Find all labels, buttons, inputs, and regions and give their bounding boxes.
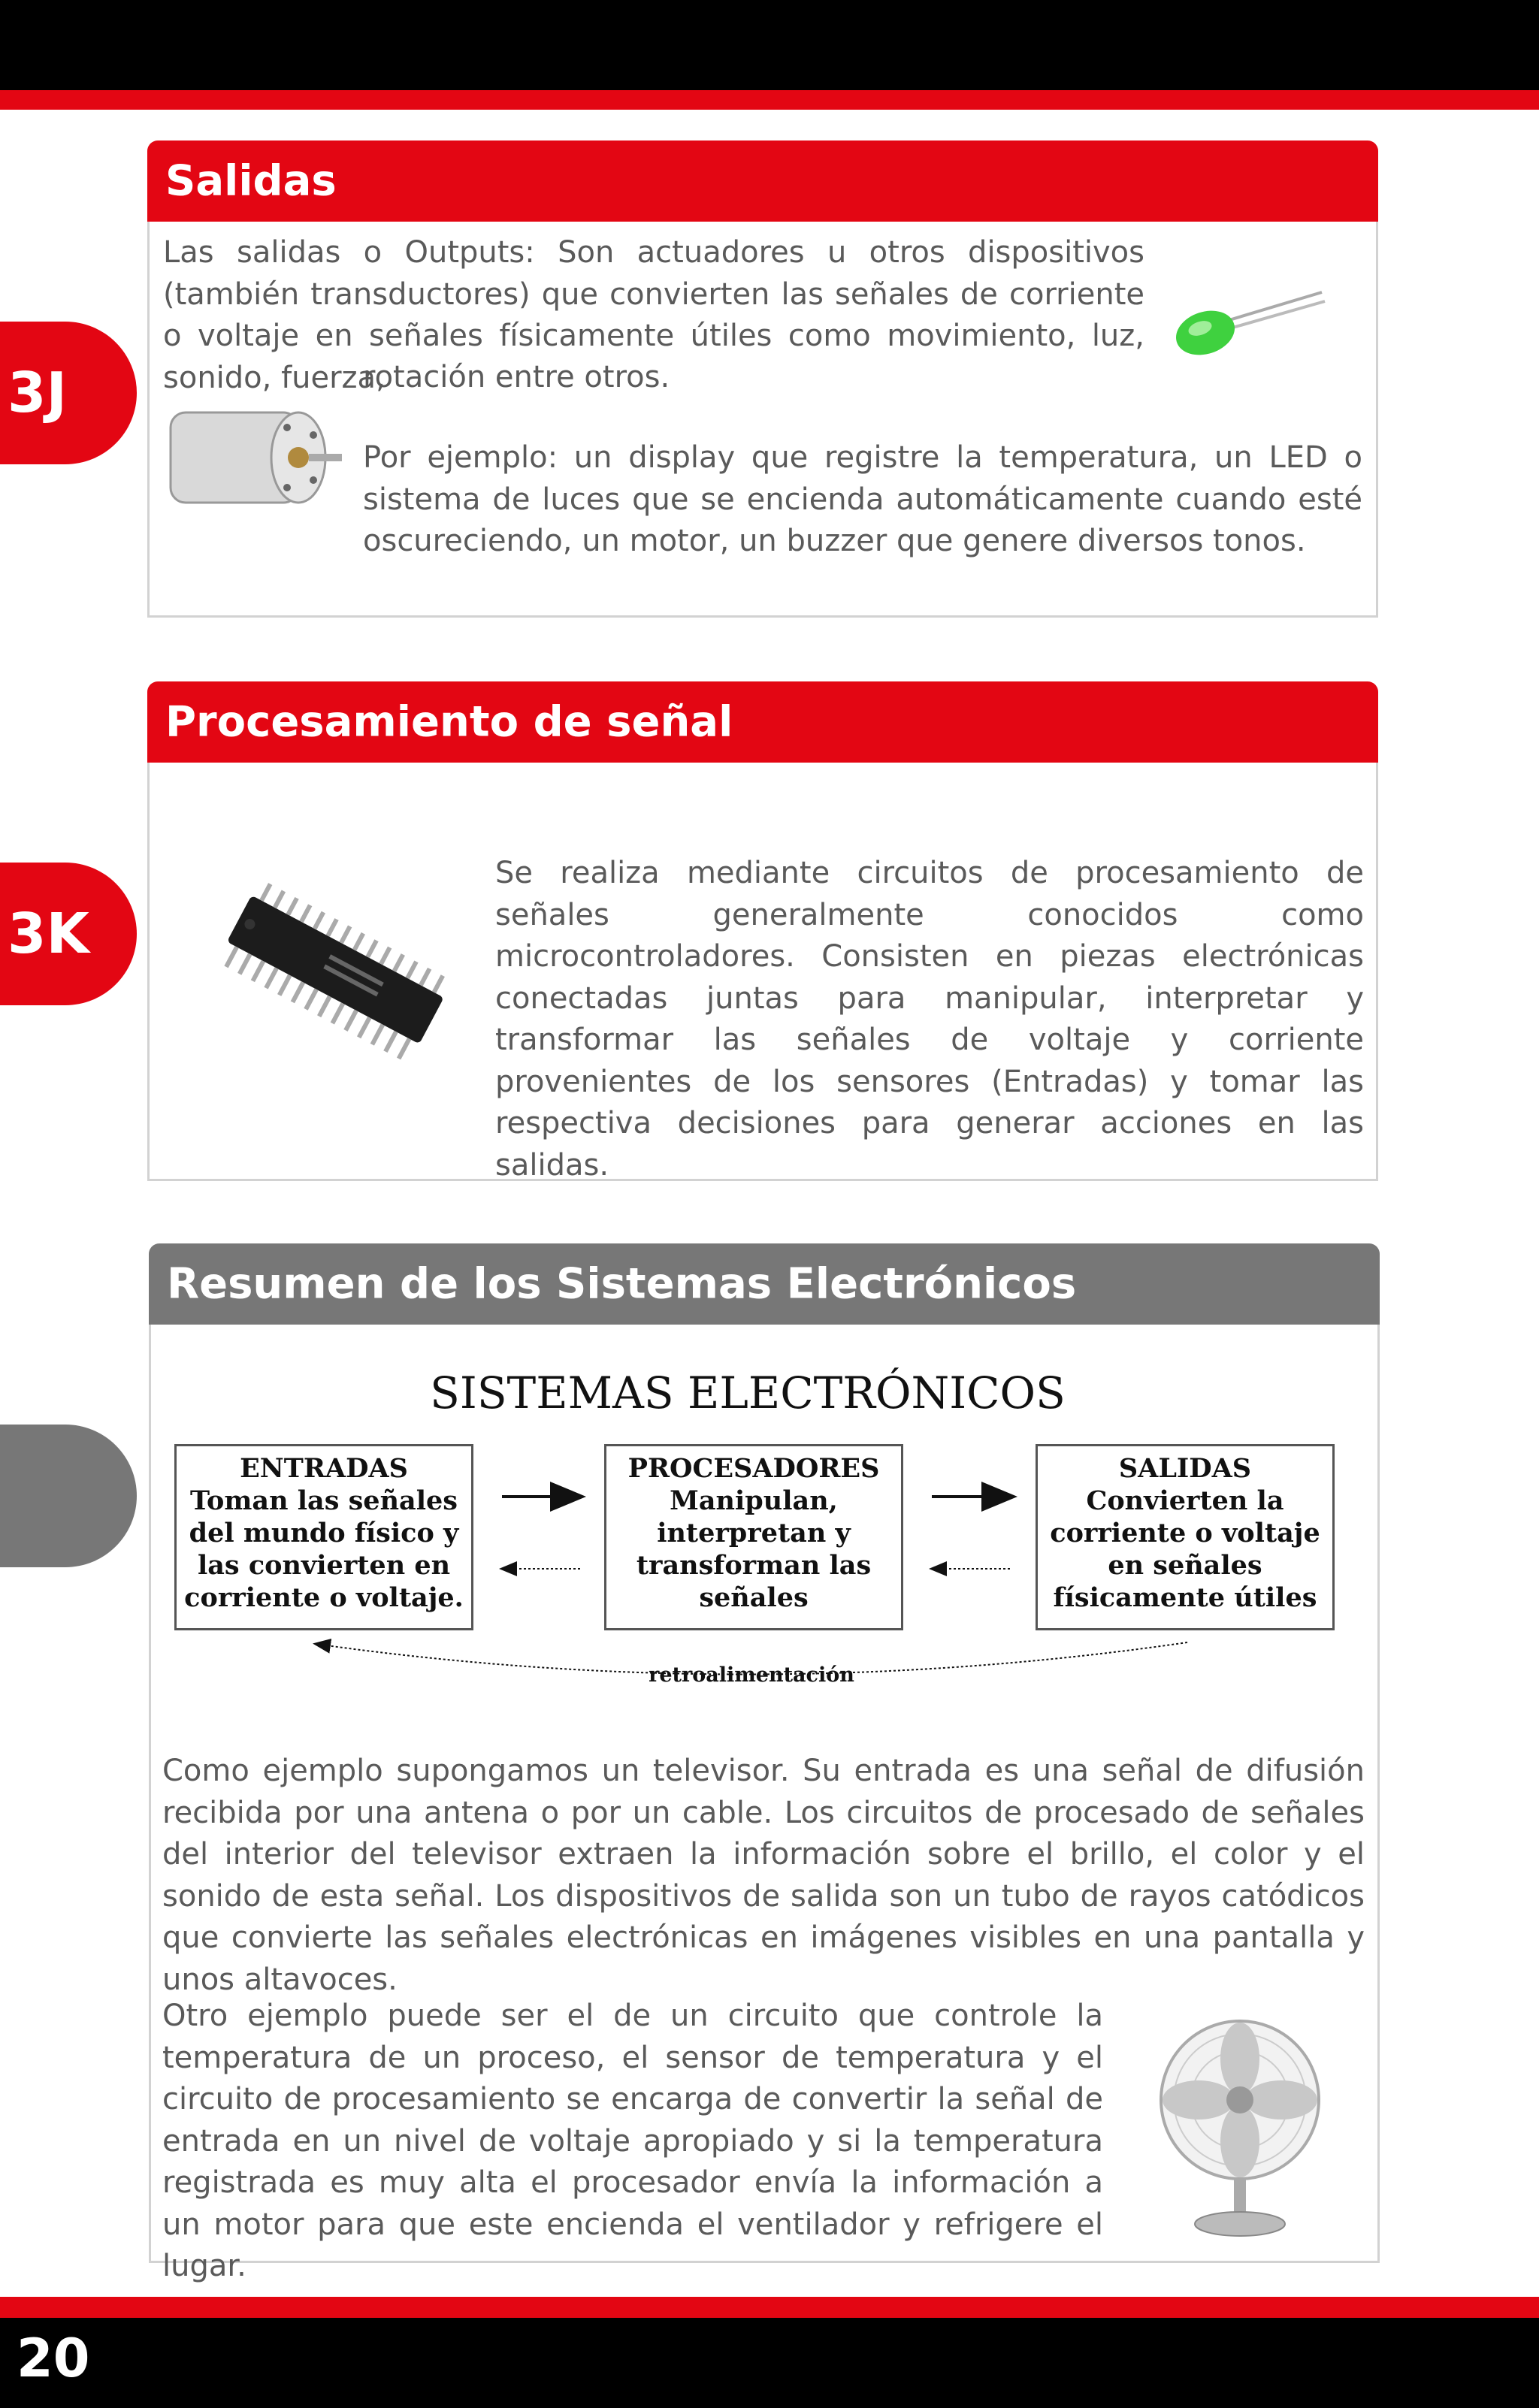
section-title: Procesamiento de señal [165,697,733,747]
paragraph: Las salidas o Outputs: Son actuadores u otros dispositivos (también transductores) que convierten las señales de corriente o voltaje en señales físicamente útiles como movimiento, luz, sonido, fuerza, [163,235,1144,395]
feedback-label: retroalimentación [649,1663,854,1687]
diagram-box-line: señales [699,1582,809,1613]
bottom-black-bar [0,2318,1539,2408]
top-black-bar [0,0,1539,90]
diagram-box-line: físicamente útiles [1053,1582,1317,1613]
page-number: 20 [17,2328,90,2389]
section-title: Salidas [165,156,337,206]
paragraph: Otro ejemplo puede ser el de un circuito que controle la temperatura de un proceso, el sensor de temperatura y el circuito de procesamiento se encarga de convertir la señal de entrada en un nivel de voltaje apropiado y si la temperatura registrada es muy alta el procesador envía la información a un motor para que este encienda el ventilador y refrigere el lugar. [162,1999,1103,2283]
paragraph: Por ejemplo: un display que registre la temperatura, un LED o sistema de luces que se encienda automáticamente cuando esté oscureciendo, un motor, un buzzer que genere diversos tonos. [363,440,1362,558]
bottom-red-stripe [0,2297,1539,2318]
section-tab-3j [0,322,137,464]
section-salidas [147,156,1378,618]
diagram-box-line: las convierten en [197,1550,451,1581]
diagram-box-line: corriente o voltaje. [184,1582,464,1613]
diagram-box-line: interpretan y [657,1518,851,1548]
fan-image [1150,2014,1330,2239]
diagram-box-line: PROCESADORES [627,1453,880,1484]
diagram-box-line: del mundo físico y [189,1518,459,1548]
section-header [149,1243,1380,1325]
diagram-box-line: Manipulan, [670,1485,838,1516]
diagram-box-line: Toman las señales [190,1485,458,1516]
section-title: Resumen de los Sistemas Electrónicos [167,1259,1077,1309]
diagram-box-line: SALIDAS [1118,1453,1252,1484]
section-tab-label: 3K [8,902,89,966]
section-procesamiento [147,697,1378,1183]
section-tab-label: 3J [8,361,68,425]
diagram-title: SISTEMAS ELECTRÓNICOS [430,1367,1066,1419]
diagram-box-line: corriente o voltaje [1050,1518,1320,1548]
paragraph: Se realiza mediante circuitos de procesamiento de señales generalmente conocidos como microcontroladores. Consisten en piezas electrónicas conectadas juntas para manipular, interpretar y transformar las señales de voltaje y corriente provenientes de los sensores (Entradas) y tomar las respectiva decisiones para generar acciones en las salidas. [495,856,1364,1183]
section-header [147,681,1378,763]
motor-image [163,382,358,533]
paragraph: Como ejemplo supongamos un televisor. Su entrada es una señal de difusión recibida por una antena o por un cable. Los circuitos de procesado de señales del interior del televisor extraen la información sobre el brillo, el color y el sonido de esta señal. Los dispositivos de salida son un tubo de rayos catódicos que convierte las señales electrónicas en imágenes visibles en una pantalla y unos altavoces. [162,1754,1365,1997]
diagram-box-line: Convierten la [1086,1485,1284,1516]
diagram-box-line: ENTRADAS [240,1453,408,1484]
led-image [1164,279,1329,369]
paragraph: rotación entre otros. [363,360,670,394]
microcontroller-image [210,860,458,1086]
top-red-stripe [0,90,1539,110]
diagram-box-line: transforman las [636,1550,872,1581]
section-header [147,140,1378,222]
section-tab-3k [0,863,137,1005]
diagram-box-line: en señales [1108,1550,1262,1581]
